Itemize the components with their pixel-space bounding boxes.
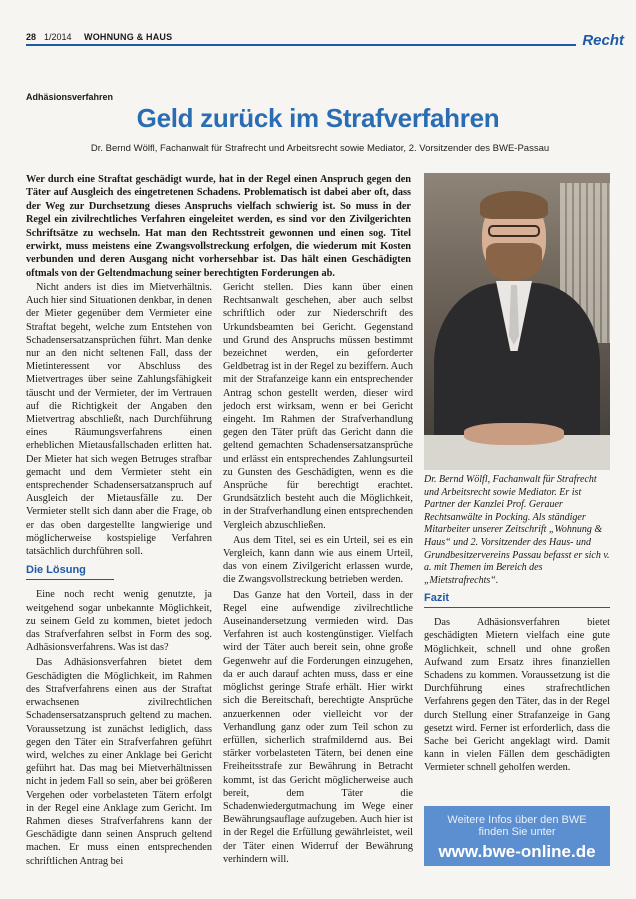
section-label: Recht (576, 32, 624, 49)
website-link[interactable]: www.bwe-online.de (438, 842, 596, 861)
page-number: 28 (26, 32, 37, 42)
author-photo (424, 173, 610, 470)
magazine-name: WOHNUNG & HAUS (84, 32, 173, 42)
beard (486, 243, 542, 281)
paragraph: Das Adhäsionsverfahren bietet geschädigten Mietern vielfach eine gute Möglichkeit, schnell und ohne großen Aufwand zum Ersatz ihres finanziellen Schadens zu kommen. Voraussetzung ist die Durchführung eines strafrechtlichen Verfahrens gegen den Täter, das in der Regel durch Stellung einer Strafanzeige in Gang gesetzt wird. Ferner ist erforderlich, dass die Sache bei Gericht angeklagt wird. Damit kann in vielen Fällen dem geschädigten Vermieter schnell geholfen werden. (424, 617, 610, 774)
hands (464, 423, 564, 445)
heading-solution: Die Lösung (26, 564, 114, 580)
paragraph: Das Adhäsionsverfahren bietet dem Geschädigten die Möglichkeit, im Rahmen des Strafverfahrens einen aus der Straftat erwachsenen zivilrechtlichen Schadensersatzanspruch geltend zu machen. Voraussetzung ist zunächst lediglich, dass gegen den Täter ein Strafverfahren geführt wird, welches zu einer Anklage bei Gericht geführt hat. Das mag bei Mietverhältnissen nicht in jedem Fall so sein, aber bei größeren Vergehen oder vorbelasteten Tätern erfolgt in der Regel eine Anklage zum Gericht. Im Rahmen dieses Strafverfahrens kann der Geschädigte dann seinen Anspruch geltend machen. Er muss einen entsprechenden schriftlichen Antrag bei (26, 657, 212, 867)
text-column-2 (223, 281, 413, 868)
glasses (488, 225, 540, 237)
paragraph: Eine noch recht wenig genutzte, ja weitgehend sogar unbekannte Möglichkeit, zu seinem Geld zu kommen, bietet jedoch das Strafverfahren selbst in Form des sog. Adhäsionsverfahrens. Was ist das? (26, 589, 212, 654)
text-column-1 (26, 281, 212, 870)
article-byline: Dr. Bernd Wölfl, Fachanwalt für Strafrecht und Arbeitsrecht sowie Mediator, 2. Vorsitzender des BWE-Passau (90, 143, 550, 154)
header-rule (26, 44, 624, 46)
page-header (14, 30, 624, 48)
info-line-2: finden Sie unter (478, 826, 556, 838)
photo-caption: Dr. Bernd Wölfl, Fachanwalt für Strafrecht und Arbeitsrecht sowie Mediator. Er ist Partner der Kanzlei Prof. Gerauer Rechtsanwälte in Pocking. Als ständiger Mitarbeiter unserer Zeitschrift „Wohnung & Haus“ und 2. Vorsitzender des Haus- und Grundbesitzervereins Passau befasst er sich v. a. mit Themen im Bereich des „Mietstrafrechts“. (424, 474, 610, 586)
article-title: Geld zurück im Strafverfahren (136, 103, 500, 133)
text-column-3 (424, 592, 610, 777)
info-box (424, 806, 610, 866)
paragraph: Nicht anders ist dies im Mietverhältnis. Auch hier sind Situationen denkbar, in denen der Mieter gegenüber dem Vermieter eine Straftat begeht, welche zum Entstehen von Schadensersatzansprüchen führt. Man denke nur an den nicht seltenen Fall, dass der Mietinteressent vor Abschluss des Mietvertrages über seine Zahlungsfähigkeit täuscht und der Vermieter, der im Vertrauen auf die Richtigkeit der Angaben den Mietvertrag abschließt, nach Durchführung eines Räumungsverfahrens einen erheblichen Mietausfallschaden erlitten hat. Der Mieter hat sich wegen Betruges strafbar gemacht und dem Vermieter steht ein entsprechender Schadensersatzanspruch auf Ausgleich der Mietausfälle zu. Der Vermieter stellt sich dann aber die Frage, ob er das oben dargestellte langwierige und möglicherweise kostspielige Verfahren tatsächlich durchführen soll. (26, 282, 212, 558)
hair (480, 191, 548, 219)
article-kicker: Adhäsionsverfahren (26, 92, 114, 102)
info-line-1: Weitere Infos über den BWE (447, 814, 587, 826)
paragraph: Das Ganze hat den Vorteil, dass in der Regel eine aufwendige zivilrechtliche Auseinandersetzung vermieden wird. Das Verfahren ist auch kostengünstiger. Vielfach wird der Täter auch bereit sein, ohne große Gegenwehr auf die Forderungen einzugehen, da er auch darauf achten muss, dass er eine möglichst geringe Strafe erhält. Hier wirkt sich die Bereitschaft, berechtigte Ansprüche anzuerkennen oder vielleicht vor der Verhandlung ganz oder zum Teil schon zu erfüllen, sicherlich strafmildernd aus. Bei stärker vorbelasteten Tätern, bei denen eine Freiheitsstrafe zur Bewährung in Betracht kommt, ist das Gericht möglicherweise auch bereit, dem Täter die Schadenwiedergutmachung im Wege einer Bewährungsauflage aufzugeben. Auch hier ist in der Regel die Erfüllung gewährleistet, weil der Täter einen Widerruf der Bewährung verhindern will. (223, 589, 413, 865)
article-lead: Wer durch eine Straftat geschädigt wurde, hat in der Regel einen Anspruch gegen den Täter auf Ausgleich des eingetretenen Schadens. Problematisch ist dabei aber oft, dass der Weg zur Durchsetzung dieses Anspruchs vielfach schwierig ist. So muss in der Regel ein zivilrechtliches Verfahren eingeleitet werden, es sind vor den Zivilgerichten Schriftsätze zu wechseln. Hat man den Rechtsstreit gewonnen und einen sog. Titel erwirkt, muss meistens eine Zwangsvollstreckung erfolgen, die wiederum mit Kosten verbunden und deren Ausgang nicht vorhersehbar ist. Das hält einen Geschädigten oftmals von der Geltendmachung seiner berechtigten Forderungen ab. (26, 174, 411, 279)
issue-label: 1/2014 (44, 32, 72, 42)
paragraph: Aus dem Titel, sei es ein Urteil, sei es ein Vergleich, kann dann wie aus einem Urteil, das von einem Zivilgericht erlassen wurde, die Zwangsvollstreckung betrieben werden. (223, 534, 413, 586)
heading-fazit: Fazit (424, 592, 610, 608)
paragraph: Gericht stellen. Dies kann über einen Rechtsanwalt geschehen, aber auch selbst schriftlich oder zur Niederschrift des Urkundsbeamten bei Gericht. Gegenstand und Grund des Anspruchs müssen bestimmt bezeichnet werden, ein geforderter Geldbetrag ist in der Regel zu beziffern. Auch mit der Strafanzeige kann ein entsprechender Antrag schon gestellt werden, dieser wird jedoch erst wirksam, wenn er bei Gericht eingeht. Im Rahmen der Strafverhandlung gegen den Täter prüft das Gericht dann die geltend gemachten Schadensersatzansprüche und erlässt ein entsprechendes Zahlungsurteil zu Gunsten des Geschädigten, wenn es die Ansprüche für berechtigt erachtet. Grundsätzlich besteht auch die Möglichkeit, in der Strafverhandlung einen entsprechenden Vergleich abzuschließen. (223, 282, 413, 531)
